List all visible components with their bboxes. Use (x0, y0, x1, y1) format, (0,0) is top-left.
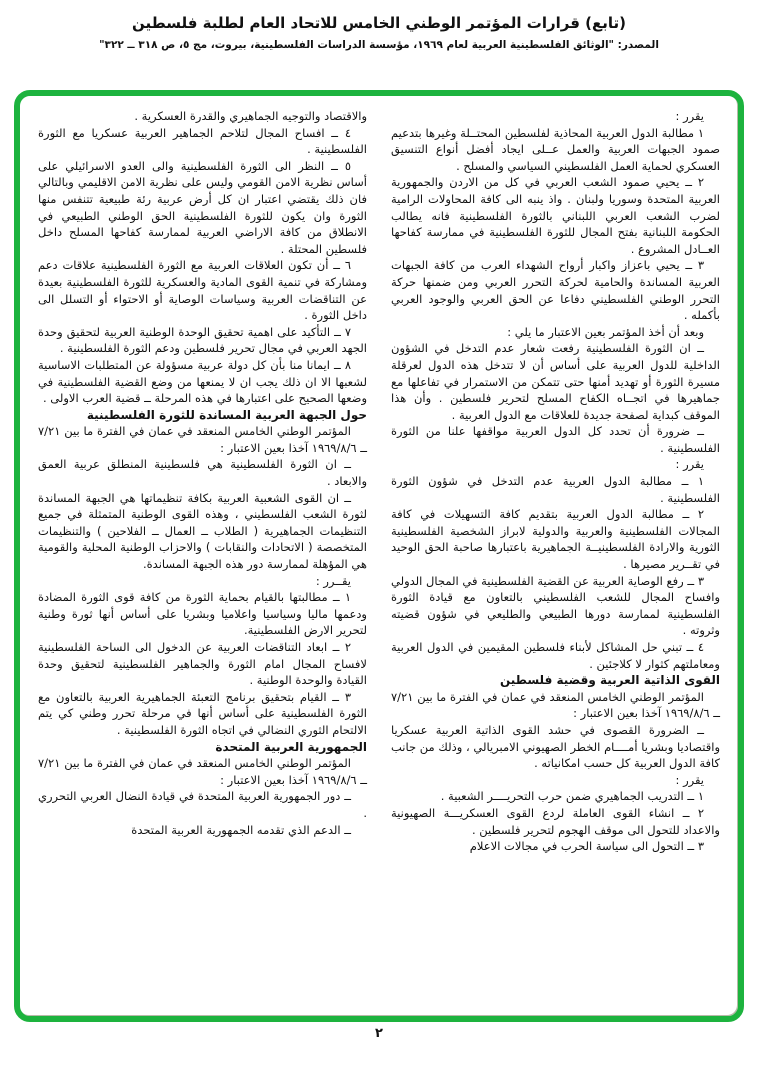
paragraph: ١ ــ مطالبتها بالقيام بحماية الثورة من كافة قوى الثورة المضادة ودعمها ماليا وسياسيا واعلاميا وبشريا على أساس أنها ثورة وطنية لتحرير الارض الفلسطينية. (38, 590, 367, 638)
paragraph: ٦ ــ أن تكون العلاقات العربية مع الثورة الفلسطينية علاقات دعم ومشاركة في تنمية القوى المادية والعسكرية للثورة الفلسطينية بعيدة عن التناقضات العربية وسياسات الوصاية أو الاحتواء أو التسلل الى داخل الثورة . (38, 258, 367, 323)
paragraph: ــ ان القوى الشعبية العربية بكافة تنظيماتها هي الجبهة المساندة لثورة الشعب الفلسطيني ، وهذه القوى الوطنية المتمثلة في جميع التنظيمات الجماهيرية ( الطلاب ــ العمال ــ الفلاحين ) والتنظيمات المتخصصة ( الاتحادات والنقابات ) والاحزاب الوطنية المحلية والقومية هي المؤهلة لممارسة دور هذه الجبهة المساندة. (38, 490, 367, 572)
paragraph: يقرر : (675, 109, 704, 123)
text-column-left (38, 108, 367, 1016)
page-number: ٢ (375, 1026, 383, 1041)
source-citation: المصدر: "الوثائق الفلسطينية العربية لعام ١٩٦٩، مؤسسة الدراسات الفلسطينية، بيروت، مج ٥، ص ٣١٨ ــ ٣٢٢" (99, 39, 659, 51)
section-heading: الجمهورية العربية المتحدة (215, 739, 367, 754)
paragraph: ٢ ــ انشاء القوى العاملة لردع القوى العسكريـــة الصهيونية والاعداد للتحول الى موقف الهجوم لتحرير فلسطين . (391, 805, 720, 837)
paragraph: المؤتمر الوطني الخامس المنعقد في عمان في الفترة ما بين ٧/٢١ ــ ١٩٦٩/٨/٦ آخذا بعين الاعتبار : (38, 756, 367, 787)
paragraph: ١ مطالبة الدول العربية المحاذية لفلسطين المحتــلة وغيرها بتدعيم صمود الجبهات العربية والعمل عــلى ايجاد أفضل أنواع التنسيق العسكري لحماية العمل الفلسطيني السياسي والمسلح . (391, 125, 720, 173)
section-heading: القوى الذاتية العربية وقضية فلسطين (499, 673, 720, 688)
paragraph: ــ ان الثورة الفلسطينية رفعت شعار عدم التدخل في الشؤون الداخلية للدول العربية على أساس أن لا تتدخل هذه الدول لعرقلة مسيرة الثورة أو تهديد أمنها حتى تتمكن من الاستمرار في تفاعلها مع جماهيرها في اتجــاه الكفاح المسلح لتحرير فلسطين . وأن هذا الموقف كبداية لصفحة جديدة للعلاقات مع الدول العربية . (391, 341, 720, 422)
paragraph: ٢ ــ مطالبة الدول العربية بتقديم كافة التسهيلات في كافة المجالات الفلسطينية والعربية والدولية لابراز الشخصية الفلسطينية الثورية والارادة الفلسطينيــة الجماهيرية باعتبارها صاحبة الحق الوحيد في تقــرير مصيرها . (391, 507, 720, 572)
paragraph: ــ ان الثورة الفلسطينية هي فلسطينية المنطلق عربية العمق والابعاد . (38, 457, 367, 489)
section-heading: حول الجبهة العربية المساندة للثورة الفلسطينية (86, 407, 367, 422)
paragraph: ٢ ــ ابعاد التناقضات العربية عن الدخول الى الساحة الفلسطينية لافساح المجال امام الثورة والجماهير الفلسطينية لتحقيق وحدة القيادة والوحدة الوطنية . (38, 640, 367, 688)
paragraph: ٣ ــ التحول الى سياسة الحرب في مجالات الاعلام (469, 839, 704, 854)
page-title: (تابع) قرارات المؤتمر الوطني الخامس للاتحاد العام لطلبة فلسطين (131, 14, 627, 32)
paragraph: ــ ضرورة أن تحدد كل الدول العربية مواقفها علنا من الثورة الفلسطينية . (391, 424, 720, 455)
paragraph: يقرر : (675, 772, 704, 787)
paragraph: ٢ ــ يحيي صمود الشعب العربي في كل من الاردن والجمهورية العربية المتحدة وسوريا ولبنان . واذ ينبه الى كافة المحاولات الرامية لضرب الشعب العربي اللبناني بالثورة الفلسطينية فانه يطالب الحكومة اللبنانية بفتح المجال للثورة الفلسطينية في ممارسة كفاحها العــادل المشروع . (391, 175, 720, 256)
paragraph: ٣ ــ رفع الوصاية العربية عن القضية الفلسطينية في المجال الدولي وافساح المجال للشعب الفلسطيني بالتعاون مع قيادة الثورة الفلسطينية لممارسة دورها الطبيعي والطليعي في شؤون قضيته وثروته . (391, 573, 720, 638)
paragraph: ١ ــ التدريب الجماهيري ضمن حرب التحريــــر الشعبية . (440, 789, 704, 804)
paragraph: ــ الدعم الذي تقدمه الجمهورية العربية المتحدة (131, 822, 351, 837)
paragraph: ١ ــ مطالبة الدول العربية عدم التدخل في شؤون الثورة الفلسطينية . (391, 474, 720, 505)
paragraph: يقرر : (675, 457, 704, 472)
document-header (0, 14, 758, 51)
paragraph: ٤ ــ تبني حل المشاكل لأبناء فلسطين المقيمين في الدول العربية ومعاملتهم كثوار لا كلاجئين . (391, 640, 720, 671)
text-column-right (391, 108, 720, 1016)
paragraph: ٣ ــ القيام بتحقيق برنامج التعبئة الجماهيرية العربية بالتعاون مع الثورة الفلسطينية على أساس أنها في مرحلة تحرر وطني كي يتم الالتحام الثوري النضالي في اتجاه الثورة الفلسطينية . (38, 689, 367, 737)
paragraph: ٣ ــ يحيي باعزاز واكبار أرواح الشهداء العرب من كافة الجبهات العربية المساندة والحامية لحركة التحرر العربي ومن ضمنها حركة التحرر الوطني الفلسطيني دفاعا عن الحق العربي والوجود العربي بأكمله . (391, 258, 720, 323)
text-columns (20, 96, 738, 1016)
paragraph: والاقتصاد والتوجيه الجماهيري والقدرة العسكرية . (134, 109, 367, 123)
paragraph: يقــرر : (315, 573, 351, 588)
paragraph: ــ الضرورة القصوى في حشد القوى الذاتية العربية عسكريا واقتصاديا وبشريا أمــــام الخطر الصهيوني الامبريالي ، وذلك من جانب كافة الدول العربية كل حسب امكانياته . (391, 722, 720, 771)
document-frame (14, 90, 744, 1022)
paragraph: المؤتمر الوطني الخامس المنعقد في عمان في الفترة ما بين ٧/٢١ ــ ١٩٦٩/٨/٦ آخذا بعين الاعتبار : (38, 424, 367, 455)
paragraph: ٤ ــ افساح المجال لتلاحم الجماهير العربية عسكريا مع الثورة الفلسطينية . (38, 125, 367, 157)
paragraph: ٥ ــ النظر الى الثورة الفلسطينية والى العدو الاسرائيلي على أساس نظرية الامن القومي وليس على نظرية الامن الاقليمي وبالتالي فان ذلك يقتضي اعتبار ان كل أرض عربية رئة طبيعية تتنفس منها الثورة وان يكون للثورة الفلسطينية الحق الوطني الطبيعي في الانطلاق من كافة الاراضي العربية لممارسة كفاحها المسلح داخل فلسطين المحتلة . (38, 158, 367, 256)
paragraph: ــ دور الجمهورية العربية المتحدة في قيادة النضال العربي التحرري . (38, 789, 367, 820)
paragraph: ٨ ــ ايمانا منا بأن كل دولة عربية مسؤولة عن المتطلبات الاساسية لشعبها الا ان ذلك يجب ان لا يمنعها من وضع القضية الفلسطينية في وضعها الصحيح على اعتبارها في هذه المرحلة ــ قضية العرب الاولى . (38, 357, 367, 406)
paragraph: ٧ ــ التأكيد على اهمية تحقيق الوحدة الوطنية العربية لتحقيق وحدة الجهد العربي في مجال تحرير فلسطين ودعم الثورة الفلسطينية . (38, 324, 367, 356)
paragraph: المؤتمر الوطني الخامس المنعقد في عمان في الفترة ما بين ٧/٢١ ــ ١٩٦٩/٨/٦ آخذا بعين الاعتبار : (391, 689, 720, 721)
paragraph: وبعد أن أخذ المؤتمر بعين الاعتبار ما يلي : (507, 324, 704, 339)
